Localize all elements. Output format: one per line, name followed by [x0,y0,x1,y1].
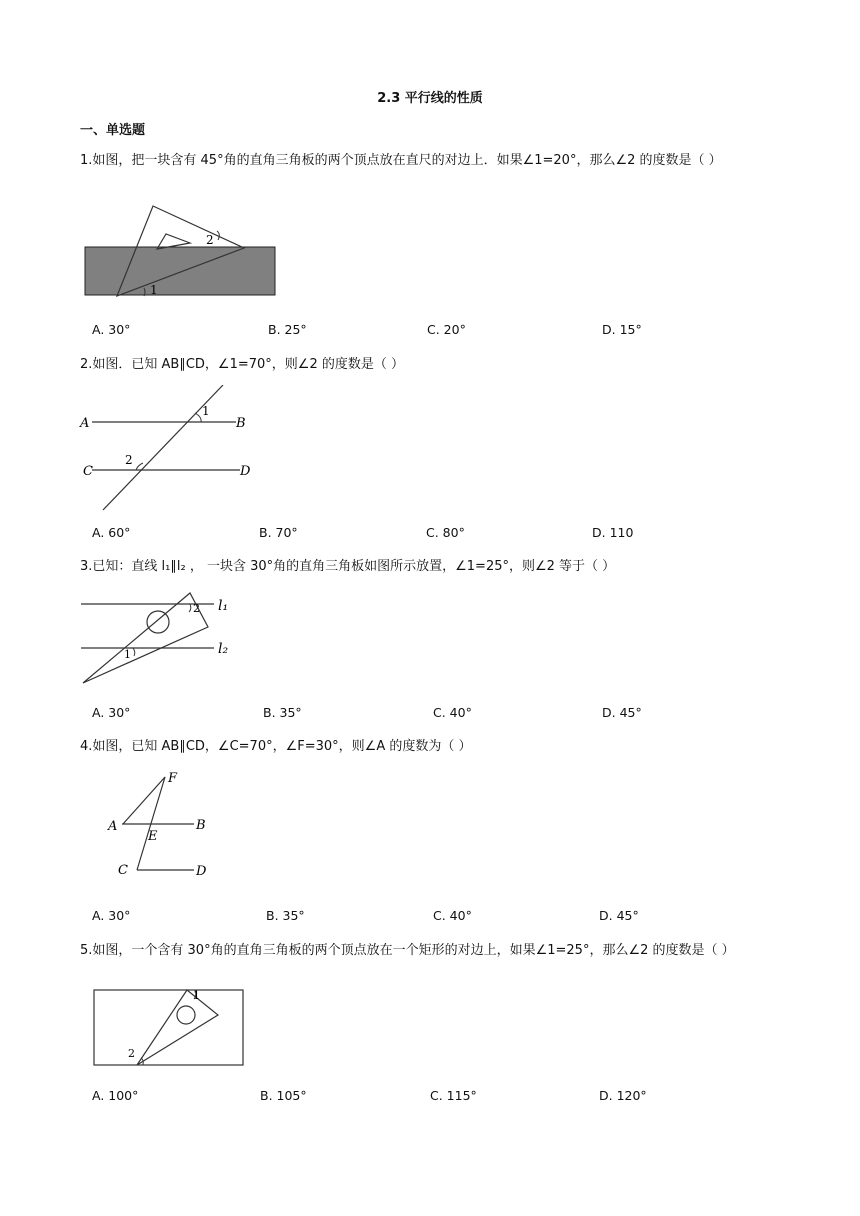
angle-2-label: 2 [206,233,214,247]
q4-option-a: A. 30° [92,908,131,923]
rectangle [94,990,243,1065]
q1-option-c: C. 20° [427,322,466,337]
q3-option-b: B. 35° [263,705,302,720]
q4-option-c: C. 40° [433,908,472,923]
line-l2-label: l₂ [218,641,229,657]
triangle [83,593,208,683]
point-d-label: D [240,464,251,479]
angle-1-label: 1 [202,404,210,418]
question-1-figure [80,202,280,302]
triangle-hole [177,1006,195,1024]
page-title: 2.3 平行线的性质 [377,91,483,106]
angle-2-label: 2 [128,1047,135,1060]
question-2-stem: 2.如图．已知 AB∥CD，∠1=70°，则∠2 的度数是（ ） [80,357,404,372]
question-3-stem: 3.已知：直线 l₁∥l₂ ， 一块含 30°角的直角三角板如图所示放置，∠1=25°，则∠2 等于（ ） [80,559,616,574]
ruler-rect [85,247,275,295]
q2-option-b: B. 70° [259,525,298,540]
q3-option-d: D. 45° [602,705,642,720]
q1-option-b: B. 25° [268,322,307,337]
triangle-hole [147,611,169,633]
q2-option-d: D. 110 [592,525,634,540]
question-4-figure [100,770,220,885]
question-1-stem: 1.如图，把一块含有 45°角的直角三角板的两个顶点放在直尺的对边上．如果∠1=20°，那么∠2 的度数是（ ） [80,153,722,168]
q4-option-d: D. 45° [599,908,639,923]
q3-option-c: C. 40° [433,705,472,720]
point-c-label: C [83,464,93,479]
point-a-label: A [108,819,118,834]
point-e-label: E [148,829,158,844]
q5-option-c: C. 115° [430,1088,477,1103]
point-c-label: C [118,863,128,878]
point-b-label: B [236,416,246,431]
angle-2-label: 2 [125,453,133,467]
point-f-label: F [168,771,178,786]
question-3-figure [78,590,248,690]
q5-option-d: D. 120° [599,1088,647,1103]
q2-option-a: A. 60° [92,525,131,540]
angle-1-label: 1 [193,989,200,1002]
question-2-figure [78,385,258,515]
q5-option-a: A. 100° [92,1088,139,1103]
question-4-stem: 4.如图，已知 AB∥CD，∠C=70°，∠F=30°，则∠A 的度数为（ ） [80,739,472,754]
point-b-label: B [196,818,206,833]
question-5-figure [90,986,250,1071]
angle-1-label: 1 [124,648,131,661]
triangle [137,990,218,1065]
q4-option-b: B. 35° [266,908,305,923]
angle-1-label: 1 [150,283,158,297]
q2-option-c: C. 80° [426,525,465,540]
line-l1-label: l₁ [218,598,229,614]
question-5-stem: 5.如图，一个含有 30°角的直角三角板的两个顶点放在一个矩形的对边上，如果∠1=25°，那么∠2 的度数是（ ） [80,943,735,958]
point-a-label: A [80,416,90,431]
angle-2-label: 2 [193,602,200,615]
q5-option-b: B. 105° [260,1088,307,1103]
section-heading: 一、单选题 [80,123,146,138]
q1-option-a: A. 30° [92,322,131,337]
point-d-label: D [196,864,207,879]
q3-option-a: A. 30° [92,705,131,720]
q1-option-d: D. 15° [602,322,642,337]
